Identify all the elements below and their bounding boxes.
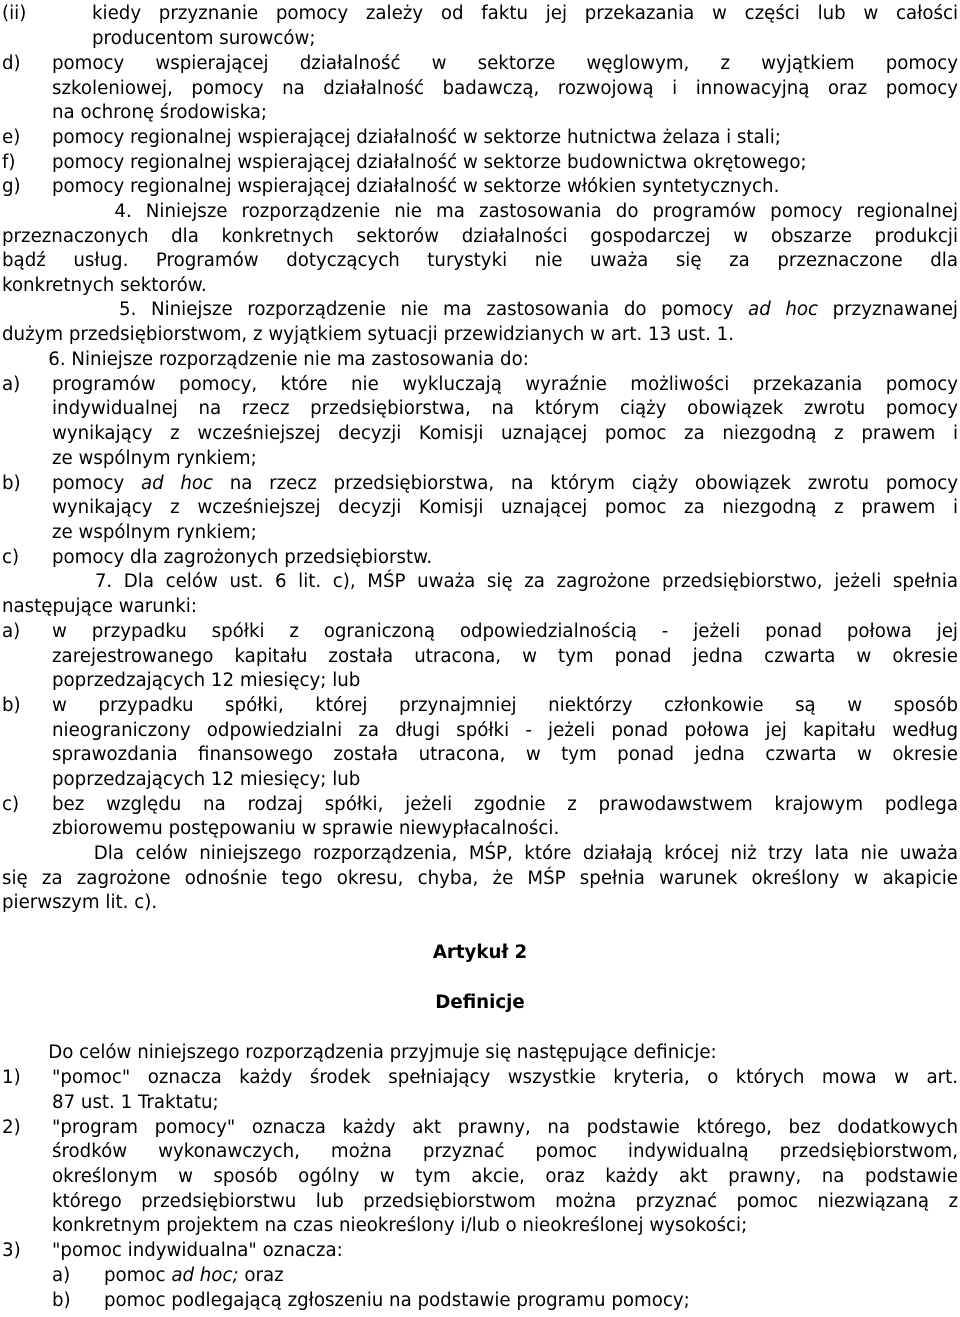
list-marker: 2) <box>2 1117 21 1138</box>
list-marker: b) <box>52 1290 71 1311</box>
list-marker: f) <box>2 152 16 173</box>
line-text: pomocy ad hoc na rzecz przedsiębiorstwa, na którym ciąży obowiązek zwrotu pomocy <box>52 473 958 494</box>
line-text: bądź usług. Programów dotyczących turystyki nie uważa się za przeznaczone dla <box>2 250 958 271</box>
list-marker: a) <box>2 621 21 642</box>
line-text: ze wspólnym rynkiem; <box>52 522 257 543</box>
line-text: "pomoc" oznacza każdy środek spełniający wszystkie kryteria, o których mowa w art. <box>52 1067 958 1088</box>
line-text: Do celów niniejszego rozporządzenia przyjmuje się następujące definicje: <box>2 1042 717 1063</box>
line-text: 7. Dla celów ust. 6 lit. c), MŚP uważa się za zagrożone przedsiębiorstwo, jeżeli spełnia <box>2 571 958 592</box>
line-text: indywidualnej na rzecz przedsiębiorstwa, na którym ciąży obowiązek zwrotu pomocy <box>52 398 958 419</box>
line-text: dużym przedsiębiorstwom, z wyjątkiem sytuacji przewidzianych w art. 13 ust. 1. <box>2 324 735 345</box>
line-text: poprzedzających 12 miesięcy; lub <box>52 769 361 790</box>
line-text: w przypadku spółki, której przynajmniej niektórzy członkowie są w sposób <box>52 695 958 716</box>
list-marker: 1) <box>2 1067 21 1088</box>
line-text: zarejestrowanego kapitału została utracona, w tym ponad jedna czwarta w okresie <box>52 646 958 667</box>
line-text: kiedy przyznanie pomocy zależy od faktu jej przekazania w części lub w całości <box>92 3 958 24</box>
line-text: pierwszym lit. c). <box>2 892 158 913</box>
line-text: wynikający z wcześniejszej decyzji Komisji uznającej pomoc za niezgodną z prawem i <box>52 423 958 444</box>
list-marker: c) <box>2 794 20 815</box>
line-text: konkretnym projektem na czas nieokreślony i/lub o nieokreślonej wysokości; <box>52 1215 748 1236</box>
line-text: 4. Niniejsze rozporządzenie nie ma zastosowania do programów pomocy regionalnej <box>2 201 958 222</box>
line-text: pomocy regionalnej wspierającej działalność w sektorze włókien syntetycznych. <box>52 176 780 197</box>
line-text: przeznaczonych dla konkretnych sektorów działalności gospodarczej w obszarze produkcji <box>2 226 958 247</box>
list-marker: d) <box>2 53 21 74</box>
line-text: określonym w sposób ogólny w tym akcie, oraz każdy akt prawny, na podstawie <box>52 1166 958 1187</box>
list-marker: c) <box>2 547 20 568</box>
line-text: "pomoc indywidualna" oznacza: <box>52 1240 343 1261</box>
line-text: szkoleniowej, pomocy na działalność badawczą, rozwojową i innowacyjną oraz pomocy <box>52 78 958 99</box>
line-text: wynikający z wcześniejszej decyzji Komisji uznającej pomoc za niezgodną z prawem i <box>52 497 958 518</box>
line-text: konkretnych sektorów. <box>2 275 207 296</box>
line-text: w przypadku spółki z ograniczoną odpowiedzialnością - jeżeli ponad połowa jej <box>52 621 958 642</box>
line-text: następujące warunki: <box>2 596 197 617</box>
line-text: pomoc podlegającą zgłoszeniu na podstawie programu pomocy; <box>104 1290 690 1311</box>
line-text: 5. Niniejsze rozporządzenie nie ma zastosowania do pomocy ad hoc przyznawanej <box>2 299 958 320</box>
line-text: Dla celów niniejszego rozporządzenia, MŚP, które działają krócej niż trzy lata nie uważa <box>2 843 958 864</box>
line-text: pomoc ad hoc; oraz <box>104 1265 284 1286</box>
line-text: na ochronę środowiska; <box>52 102 268 123</box>
list-marker: (ii) <box>2 3 27 24</box>
list-marker: e) <box>2 127 21 148</box>
line-text: sprawozdania finansowego została utracona, w tym ponad jedna czwarta w okresie <box>52 744 958 765</box>
line-text: programów pomocy, które nie wykluczają wyraźnie możliwości przekazania pomocy <box>52 374 958 395</box>
line-text: którego przedsiębiorstwu lub przedsiębiorstwom można przyznać pomoc niezwiązaną z <box>52 1191 958 1212</box>
line-text: ze wspólnym rynkiem; <box>52 448 257 469</box>
article-heading: Artykuł 2 <box>432 942 528 963</box>
list-marker: a) <box>2 374 21 395</box>
line-text: 87 ust. 1 Traktatu; <box>52 1092 219 1113</box>
line-text: "program pomocy" oznacza każdy akt prawny, na podstawie którego, bez dodatkowych <box>52 1117 958 1138</box>
line-text: producentom surowców; <box>92 28 316 49</box>
line-text: poprzedzających 12 miesięcy; lub <box>52 670 361 691</box>
list-marker: g) <box>2 176 21 197</box>
list-marker: a) <box>52 1265 71 1286</box>
list-marker: 3) <box>2 1240 21 1261</box>
line-text: zbiorowemu postępowaniu w sprawie niewypłacalności. <box>52 818 560 839</box>
line-text: pomocy regionalnej wspierającej działalność w sektorze budownictwa okrętowego; <box>52 152 807 173</box>
line-text: pomocy dla zagrożonych przedsiębiorstw. <box>52 547 433 568</box>
list-marker: b) <box>2 473 21 494</box>
line-text: pomocy wspierającej działalność w sektorze węglowym, z wyjątkiem pomocy <box>52 53 958 74</box>
line-text: się za zagrożone odnośnie tego okresu, chyba, że MŚP spełnia warunek określony w akapicie <box>2 868 958 889</box>
line-text: 6. Niniejsze rozporządzenie nie ma zastosowania do: <box>2 349 529 370</box>
list-marker: b) <box>2 695 21 716</box>
line-text: środków wykonawczych, można przyznać pomoc indywidualną przedsiębiorstwom, <box>52 1141 958 1162</box>
line-text: bez względu na rodzaj spółki, jeżeli zgodnie z prawodawstwem krajowym podlega <box>52 794 958 815</box>
line-text: pomocy regionalnej wspierającej działalność w sektorze hutnictwa żelaza i stali; <box>52 127 781 148</box>
line-text: nieograniczony odpowiedzialni za długi spółki - jeżeli ponad połowa jej kapitału według <box>52 720 958 741</box>
article-subheading: Definicje <box>435 992 525 1013</box>
